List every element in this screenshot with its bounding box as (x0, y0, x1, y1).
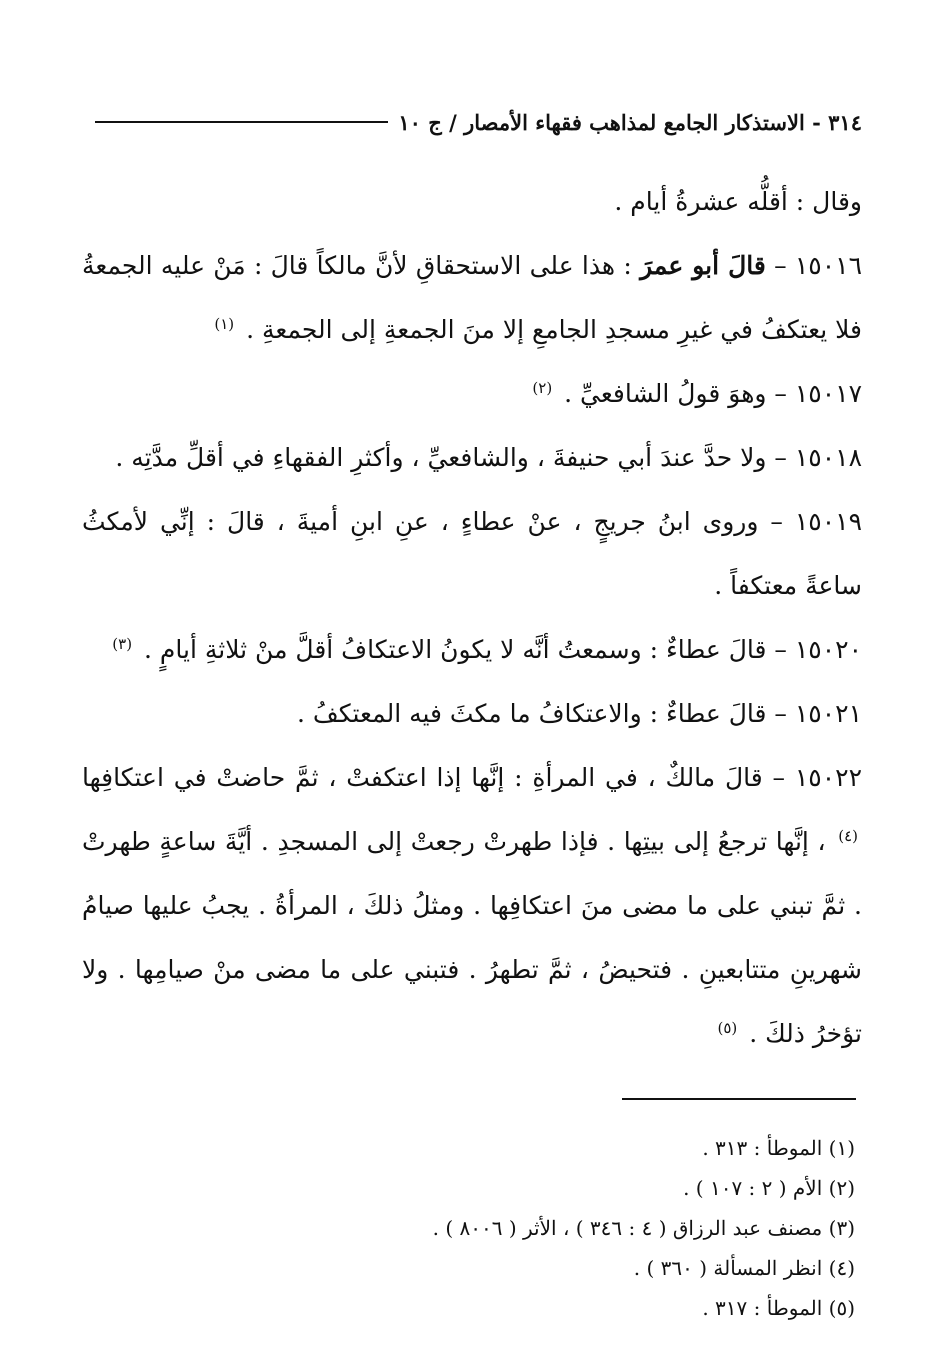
paragraph-15019 (82, 490, 862, 618)
paragraph-number: ١٥٠١٦ (794, 251, 862, 280)
footnote-separator (622, 1098, 856, 1100)
running-title: ٣١٤ - الاستذكار الجامع لمذاهب فقهاء الأمصار / ج ١٠ (398, 109, 862, 135)
paragraph-text: قالَ عطاءٌ : والاعتكافُ ما مكثَ فيه المعتكفُ . (296, 699, 767, 728)
paragraph-intro (82, 170, 862, 234)
paragraph-number: ١٥٠٢١ (794, 699, 862, 728)
paragraph-text: : هذا على الاستحقاقِ لأنَّ مالكاً قالَ : مَنْ عليه الجمعةُ فلا يعتكفُ في غيرِ مسجدِ الجامعِ إلا منَ الجمعةِ إلى الجمعةِ . (82, 251, 862, 344)
footnote-ref[interactable]: (١) (214, 314, 235, 333)
dash: – (765, 251, 787, 280)
paragraph-text: قالَ مالكٌ ، في المرأةِ : إنَّها إذا اعتكفتْ ، ثمَّ حاضتْ في اعتكافِها (82, 763, 763, 792)
paragraph-speaker: قالَ أبو عمرَ (640, 251, 766, 280)
page-header (95, 104, 862, 140)
paragraph-15020 (82, 618, 862, 682)
paragraph-number: ١٥٠١٩ (794, 507, 863, 536)
paragraph-15017 (82, 362, 862, 426)
footnote-ref[interactable]: (٥) (717, 1018, 738, 1037)
dash: – (758, 507, 783, 536)
paragraph-15022 (82, 746, 862, 1066)
paragraph-number: ١٥٠١٨ (794, 443, 862, 472)
dash: – (766, 635, 787, 664)
paragraph-text: وروى ابنُ جريجٍ ، عنْ عطاءٍ ، عنِ ابنِ أميةَ ، قالَ : إنِّي لأمكثُ ساعةً معتكفاً . (82, 507, 862, 600)
paragraph-15016 (82, 234, 862, 362)
paragraph-text: قالَ عطاءٌ : وسمعتُ أنَّه لا يكونُ الاعتكافُ أقلَّ منْ ثلاثةِ أيامٍ . (144, 635, 767, 664)
footnote-item: (٤) انظر المسألة ( ٣٦٠ ) . (633, 1256, 855, 1280)
main-text (82, 170, 862, 1066)
paragraph-text: ولا حدَّ عندَ أبي حنيفةَ ، والشافعيِّ ، وأكثرِ الفقهاءِ في أقلِّ مدَّتِه . (115, 443, 767, 472)
dash: – (762, 763, 786, 792)
footnote-ref[interactable]: (٣) (112, 634, 133, 653)
dash: – (766, 443, 787, 472)
paragraph-15021 (82, 682, 862, 746)
header-rule (95, 121, 388, 123)
dash: – (766, 379, 787, 408)
paragraph-number: ١٥٠٢٢ (794, 763, 862, 792)
paragraph-text-continued: ، إنَّها ترجعُ إلى بيتِها . فإذا طهرتْ رجعتْ إلى المسجدِ . أيَّةَ ساعةٍ طهرتْ . ثمَّ تبني على ما مضى منَ اعتكافِها . ومثلُ ذلكَ ، المرأةُ . يجبُ عليها صيامُ شهرينِ متتابعينِ . فتحيضُ ، ثمَّ تطهرُ . فتبني على ما مضى منْ صيامِها . ولا تؤخرُ ذلكَ . (82, 827, 862, 1048)
footnote-ref[interactable]: (٤) (838, 826, 858, 845)
footnote-ref[interactable]: (٢) (532, 378, 553, 397)
paragraph-text: وهوَ قولُ الشافعيِّ . (564, 379, 767, 408)
dash: – (766, 699, 787, 728)
paragraph-number: ١٥٠٢٠ (794, 635, 862, 664)
paragraph-number: ١٥٠١٧ (794, 379, 862, 408)
paragraph-15018 (82, 426, 862, 490)
footnotes-section (100, 1128, 855, 1328)
footnote-item: (٣) مصنف عبد الرزاق ( ٤ : ٣٤٦ ) ، الأثر ( ٨٠٠٦ ) . (432, 1216, 855, 1240)
footnote-item: (٢) الأم ( ٢ : ١٠٧ ) . (683, 1176, 855, 1200)
footnote-item: (١) الموطأ : ٣١٣ . (702, 1136, 855, 1160)
paragraph-text: وقال : أقلُّه عشرةُ أيام . (614, 187, 862, 216)
footnote-item: (٥) الموطأ : ٣١٧ . (702, 1296, 855, 1320)
